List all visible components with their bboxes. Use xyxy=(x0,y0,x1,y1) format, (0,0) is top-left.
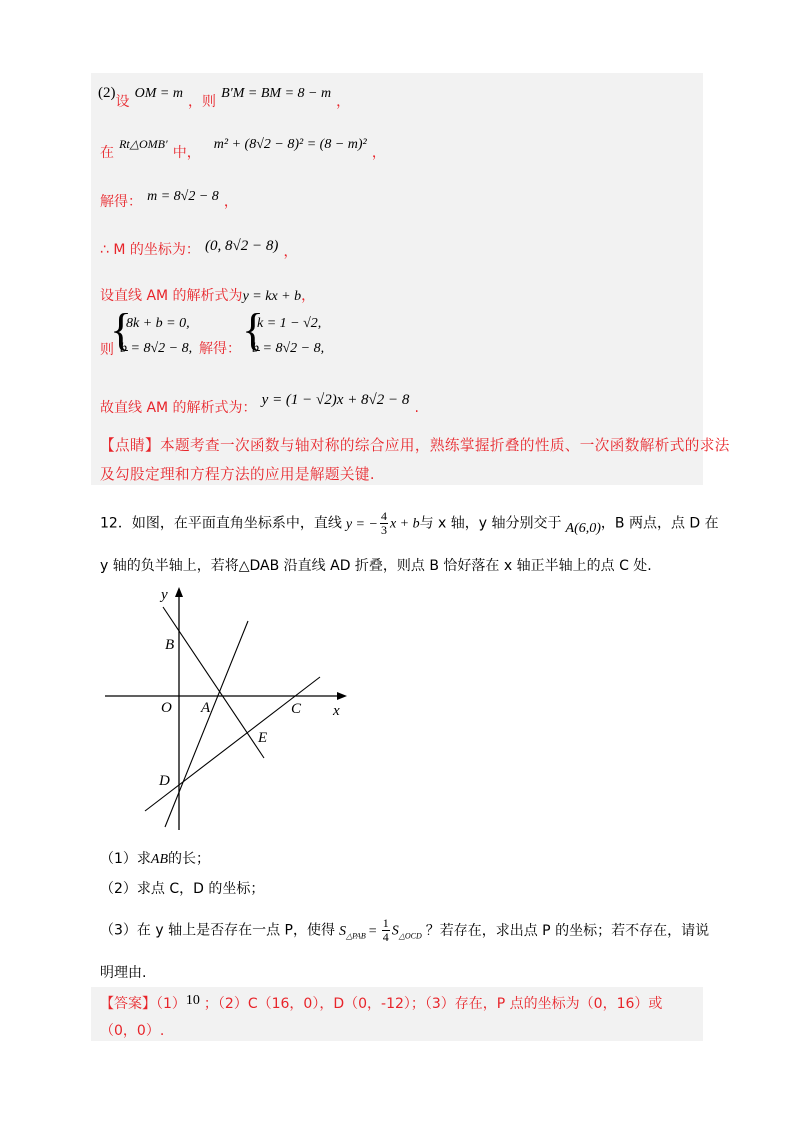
solution-line-3: 解得： m = 8√2 − 8 ， xyxy=(100,189,238,210)
brace-2: { xyxy=(242,304,265,355)
solution-line-7: 故直线 AM 的解析式为： y = (1 − √2)x + 8√2 − 8 . xyxy=(100,392,419,416)
label-C: C xyxy=(291,701,302,717)
solve-label: 解得： xyxy=(199,341,241,357)
line-ad xyxy=(165,621,248,827)
x-axis-arrow xyxy=(337,692,347,700)
problem-line-2: y 轴的负半轴上，若将△DAB 沿直线 AD 折叠，则点 B 恰好落在 x 轴正半轴上的点 C 处. xyxy=(100,558,652,574)
label-O: O xyxy=(161,700,172,716)
comment-line-2: 及勾股定理和方程方法的应用是解题关键. xyxy=(100,466,375,483)
label-y: y xyxy=(161,587,168,603)
fraction-1-4: $\frac{1}{4}$ xyxy=(382,916,389,944)
label-x: x xyxy=(333,703,340,719)
solution-line-1: (2)设 OM = m ，则 B′M = BM = 8 − m ， xyxy=(98,85,351,110)
comment-line-1: 【点睛】本题考查一次函数与轴对称的综合应用，熟练掌握折叠的性质、一次函数解析式的求法 xyxy=(100,437,730,454)
solution-line-5: 设直线 AM 的解析式为y = kx + b， xyxy=(100,288,316,304)
problem-line-1: 12．如图，在平面直角坐标系中，直线 y = − $\frac{4}{3}$ x + b与 x 轴，y 轴分别交于 A(6,0)，B 两点，点 D 在 xyxy=(100,509,719,537)
y-axis-arrow xyxy=(175,587,183,597)
label-A: A xyxy=(201,700,211,716)
label-B: B xyxy=(165,637,175,653)
fraction-4-3: $\frac{4}{3}$ xyxy=(380,509,387,537)
label-D: D xyxy=(159,773,170,789)
question-1: （1）求AB的长； xyxy=(100,851,211,867)
question-3: （3）在 y 轴上是否存在一点 P，使得 $S_{\triangle PAB}$ = $\frac{1}{4}$ $S_{\triangle OCD}$ ？若存在，求出点 P 的坐标；若不存在，请说 xyxy=(100,916,710,944)
brace-1: { xyxy=(110,304,133,355)
solution-line-4: ∴ M 的坐标为： (0, 8√2 − 8) ， xyxy=(100,238,298,260)
system-1-row-2: b = 8√2 − 8, xyxy=(120,341,193,356)
system-1-row-1: 8k + b = 0, xyxy=(126,316,190,331)
coordinate-figure xyxy=(95,585,355,845)
solution-line-2: 在 Rt△OMB′ 中， m² + (8√2 − 8)² = (8 − m)² ， xyxy=(100,137,386,161)
then-label: 则 xyxy=(100,342,114,358)
question-3-cont: 明理由. xyxy=(100,965,147,981)
answer-line-1: 【答案】（1）10 ；（2）C（16，0），D（0，-12）；（3）存在，P 点的坐标为（0，16）或 xyxy=(100,993,663,1012)
answer-line-2: （0，0）. xyxy=(100,1023,165,1039)
question-2: （2）求点 C，D 的坐标； xyxy=(100,881,265,897)
line-ab xyxy=(163,607,264,758)
system-2-row-1: k = 1 − √2, xyxy=(257,316,322,331)
line-dc xyxy=(145,677,320,811)
system-2-row-2: b = 8√2 − 8, xyxy=(252,341,325,356)
label-E: E xyxy=(258,730,268,746)
part-label: (2) xyxy=(98,85,116,101)
